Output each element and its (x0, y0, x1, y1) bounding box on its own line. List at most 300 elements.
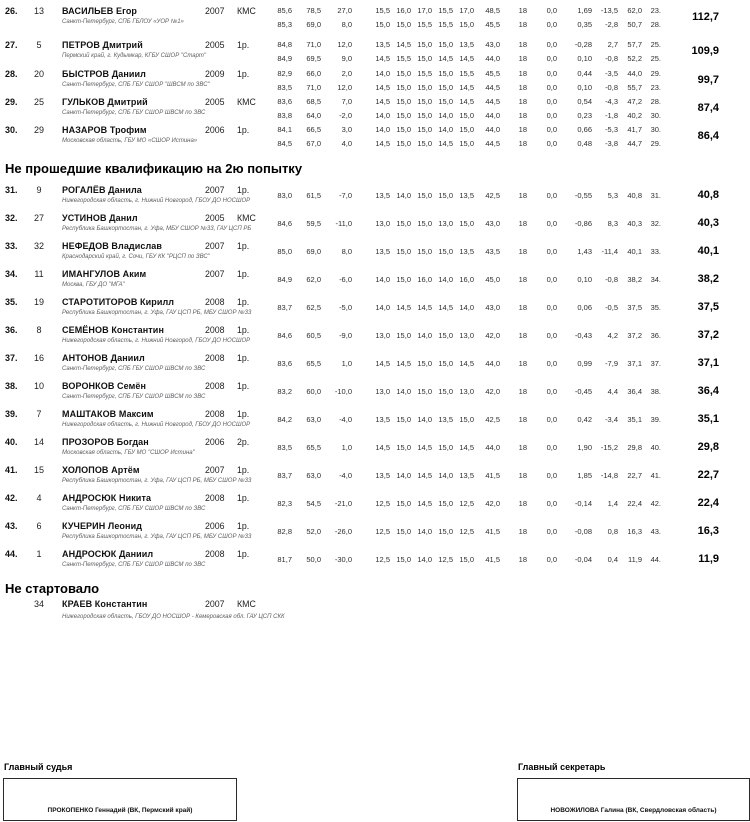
score-cell: 14,5 (459, 443, 474, 452)
score-cell: 85,0 (277, 247, 292, 256)
score-cell: 59,5 (306, 219, 321, 228)
total-score: 86,4 (697, 130, 719, 142)
score-cell: -0,8 (605, 54, 618, 63)
score-cell: 85,3 (277, 20, 292, 29)
score-cell: 12,5 (459, 527, 474, 536)
birth-year: 2007 (205, 241, 225, 251)
bib-cell: 13 (33, 6, 44, 16)
score-cell: 18 (518, 219, 527, 228)
score-cell: 66,5 (306, 125, 321, 134)
score-cell: 15,0 (438, 97, 453, 106)
score-cell: 15,0 (396, 443, 411, 452)
score-cell: -0,5 (605, 303, 618, 312)
score-cell: -0,55 (574, 191, 592, 200)
score-cell: 14,0 (417, 331, 432, 340)
score-cell: 16,3 (627, 527, 642, 536)
score-cell: -0,14 (574, 499, 592, 508)
score-cell: 42. (650, 499, 661, 508)
sport-grade: 1р. (237, 269, 250, 279)
score-cell: 40. (650, 443, 661, 452)
bib-cell: 8 (36, 325, 42, 335)
rank-cell: 36. (5, 325, 18, 335)
athlete-name: ВАСИЛЬЕВ Егор (62, 6, 138, 16)
score-cell: 0,0 (546, 527, 557, 536)
score-cell: 54,5 (306, 499, 321, 508)
club-region: Москва, ГБУ ДО "МГА" (62, 282, 125, 288)
score-cell: 14,0 (438, 471, 453, 480)
bib-cell: 6 (36, 521, 42, 531)
total-score: 38,2 (697, 273, 719, 285)
sport-grade: КМС (237, 6, 256, 16)
score-cell: 15,0 (417, 54, 432, 63)
sport-grade: 1р. (237, 465, 250, 475)
score-cell: 15,0 (396, 139, 411, 148)
score-cell: 37,5 (627, 303, 642, 312)
score-cell: -11,4 (601, 247, 618, 256)
score-cell: 50,7 (627, 20, 642, 29)
score-cell: 14,0 (438, 111, 453, 120)
score-cell: 8,0 (341, 20, 352, 29)
score-cell: 14,5 (396, 359, 411, 368)
score-cell: 0,99 (577, 359, 592, 368)
club-region: Санкт-Петербург, СПБ ГБУ СШОР ШВСМ по ЗВС (62, 506, 206, 512)
sport-grade: КМС (237, 213, 256, 223)
score-cell: 18 (518, 111, 527, 120)
score-cell: 0,0 (546, 69, 557, 78)
score-cell: 83,7 (277, 471, 292, 480)
score-cell: 0,10 (577, 54, 592, 63)
score-cell: -0,8 (605, 83, 618, 92)
score-cell: 12,5 (375, 527, 390, 536)
score-cell: 41,5 (485, 527, 500, 536)
score-cell: 0,0 (546, 471, 557, 480)
score-cell: 12,0 (337, 83, 352, 92)
score-cell: 37,1 (627, 359, 642, 368)
rank-cell: 37. (5, 353, 18, 363)
score-cell: 42,5 (485, 415, 500, 424)
birth-year: 2008 (205, 381, 225, 391)
sport-grade: 1р. (237, 297, 250, 307)
score-cell: 39. (650, 415, 661, 424)
club-region: Республика Башкортостан, г. Уфа, ГАУ ЦСП РБ, МБУ СШОР №33 (62, 534, 252, 540)
total-score: 36,4 (697, 385, 719, 397)
score-cell: 63,0 (306, 415, 321, 424)
score-cell: 18 (518, 387, 527, 396)
score-cell: 14,5 (417, 499, 432, 508)
score-cell: 18 (518, 303, 527, 312)
score-cell: 15,0 (396, 415, 411, 424)
score-cell: 27,0 (337, 6, 352, 15)
score-cell: 68,5 (306, 97, 321, 106)
club-region: Республика Башкортостан, г. Уфа, МБУ СШОР №33, ГАУ ЦСП РБ (62, 226, 252, 232)
sport-grade: 1р. (237, 241, 250, 251)
score-cell: 15,0 (417, 139, 432, 148)
score-cell: 83,7 (277, 303, 292, 312)
athlete-name: РОГАЛЁВ Данила (62, 185, 142, 195)
score-cell: 15,0 (459, 555, 474, 564)
score-cell: -3,5 (605, 69, 618, 78)
bib-cell: 19 (33, 297, 44, 307)
score-cell: 13,5 (459, 40, 474, 49)
score-cell: -4,0 (339, 471, 352, 480)
score-cell: 0,10 (577, 83, 592, 92)
score-cell: 13,5 (375, 40, 390, 49)
sport-grade: 1р. (237, 549, 250, 559)
score-cell: 15,0 (438, 69, 453, 78)
score-cell: 18 (518, 247, 527, 256)
score-cell: 14,5 (375, 443, 390, 452)
total-score: 112,7 (692, 11, 719, 23)
score-cell: -0,45 (574, 387, 592, 396)
bib-cell: 9 (36, 185, 42, 195)
score-cell: 13,0 (438, 219, 453, 228)
score-cell: 18 (518, 331, 527, 340)
bib-cell: 27 (33, 213, 44, 223)
total-score: 99,7 (697, 74, 719, 86)
score-cell: 0,0 (546, 499, 557, 508)
rank-cell: 30. (5, 125, 18, 135)
athlete-name: БЫСТРОВ Даниил (62, 69, 146, 79)
athlete-name: КРАЕВ Константин (62, 599, 148, 609)
bib-cell: 4 (36, 493, 42, 503)
total-score: 22,7 (697, 469, 719, 481)
bib-cell: 10 (33, 381, 44, 391)
bib-cell: 20 (33, 69, 44, 79)
score-cell: 15,0 (396, 219, 411, 228)
score-cell: 50,0 (306, 555, 321, 564)
birth-year: 2007 (205, 465, 225, 475)
bib-cell: 14 (33, 437, 44, 447)
score-cell: 15,0 (459, 111, 474, 120)
score-cell: 42,5 (485, 191, 500, 200)
score-cell: 15,0 (396, 555, 411, 564)
score-cell: 13,0 (375, 331, 390, 340)
score-cell: 0,0 (546, 359, 557, 368)
score-cell: -3,4 (605, 415, 618, 424)
score-cell: 15,0 (396, 247, 411, 256)
score-cell: 67,0 (306, 139, 321, 148)
score-cell: 43. (650, 527, 661, 536)
score-cell: 18 (518, 191, 527, 200)
score-cell: 18 (518, 40, 527, 49)
score-cell: -0,08 (574, 527, 592, 536)
score-cell: 16,0 (396, 6, 411, 15)
sport-grade: 1р. (237, 409, 250, 419)
rank-cell: 43. (5, 521, 18, 531)
score-cell: -9,0 (339, 331, 352, 340)
score-cell: 13,0 (459, 387, 474, 396)
rank-cell: 39. (5, 409, 18, 419)
score-cell: 1,4 (607, 499, 618, 508)
score-cell: 44,0 (485, 54, 500, 63)
score-cell: -3,8 (605, 139, 618, 148)
score-cell: 18 (518, 527, 527, 536)
score-cell: 32. (650, 219, 661, 228)
score-cell: 40,2 (627, 111, 642, 120)
rank-cell: 28. (5, 69, 18, 79)
score-cell: 62,5 (306, 303, 321, 312)
score-cell: 35,1 (627, 415, 642, 424)
score-cell: 14,5 (396, 40, 411, 49)
athlete-name: МАШТАКОВ Максим (62, 409, 154, 419)
total-score: 40,1 (697, 245, 719, 257)
score-cell: 83,5 (277, 83, 292, 92)
score-cell: 0,0 (546, 40, 557, 49)
score-cell: 13,5 (459, 191, 474, 200)
score-cell: -10,0 (334, 387, 352, 396)
score-cell: 7,0 (341, 97, 352, 106)
sport-grade: 1р. (237, 69, 250, 79)
score-cell: 14,0 (438, 275, 453, 284)
score-cell: 4,4 (607, 387, 618, 396)
result-row (0, 549, 750, 577)
rank-cell: 34. (5, 269, 18, 279)
sport-grade: 1р. (237, 381, 250, 391)
birth-year: 2006 (205, 125, 225, 135)
score-cell: 71,0 (306, 40, 321, 49)
club-region: Республика Башкортостан, г. Уфа, ГАУ ЦСП РБ, МБУ СШОР №33 (62, 310, 252, 316)
score-cell: 38. (650, 387, 661, 396)
athlete-name: ГУЛЬКОВ Дмитрий (62, 97, 148, 107)
birth-year: 2005 (205, 97, 225, 107)
score-cell: 23. (650, 83, 661, 92)
score-cell: 13,5 (459, 247, 474, 256)
score-cell: 12,5 (375, 555, 390, 564)
score-cell: 41,7 (627, 125, 642, 134)
score-cell: 15,0 (417, 359, 432, 368)
rank-cell: 33. (5, 241, 18, 251)
score-cell: 40,1 (627, 247, 642, 256)
score-cell: 13,5 (375, 191, 390, 200)
score-cell: 14,5 (417, 303, 432, 312)
score-cell: 8,0 (341, 247, 352, 256)
score-cell: -0,8 (605, 275, 618, 284)
chief-secretary-signature-box (517, 778, 750, 821)
score-cell: 13,5 (375, 415, 390, 424)
result-row (0, 185, 750, 213)
score-cell: 65,5 (306, 359, 321, 368)
score-cell: 15,5 (417, 20, 432, 29)
result-row (0, 353, 750, 381)
score-cell: 15,0 (438, 331, 453, 340)
score-cell: 45,5 (485, 20, 500, 29)
section-title-not-qualified: Не прошедшие квалификацию на 2ю попытку (5, 161, 303, 176)
score-cell: 1,0 (341, 443, 352, 452)
score-cell: 13,0 (375, 219, 390, 228)
score-cell: 14,0 (396, 387, 411, 396)
score-cell: 14,5 (375, 139, 390, 148)
athlete-name: ИМАНГУЛОВ Аким (62, 269, 147, 279)
score-cell: 12,5 (459, 499, 474, 508)
score-cell: 18 (518, 20, 527, 29)
score-cell: 15,0 (417, 125, 432, 134)
score-cell: 14,0 (375, 125, 390, 134)
score-cell: -7,9 (605, 359, 618, 368)
score-cell: 14,0 (459, 303, 474, 312)
athlete-name: ПРОЗОРОВ Богдан (62, 437, 149, 447)
score-cell: 18 (518, 471, 527, 480)
score-cell: 18 (518, 443, 527, 452)
score-cell: 15,0 (438, 359, 453, 368)
score-cell: 13,0 (459, 331, 474, 340)
score-cell: -0,86 (574, 219, 592, 228)
score-cell: 0,23 (577, 111, 592, 120)
result-row (0, 241, 750, 269)
score-cell: 60,5 (306, 331, 321, 340)
score-cell: 16,0 (459, 275, 474, 284)
score-cell: 0,0 (546, 54, 557, 63)
score-cell: 44,5 (485, 83, 500, 92)
score-cell: 13,5 (375, 247, 390, 256)
score-cell: 78,5 (306, 6, 321, 15)
score-cell: 45,5 (485, 69, 500, 78)
result-row (0, 125, 750, 153)
score-cell: 14,5 (375, 359, 390, 368)
result-row (0, 97, 750, 125)
chief-secretary-label: Главный секретарь (518, 762, 606, 772)
score-cell: 0,10 (577, 275, 592, 284)
score-cell: 15,0 (396, 275, 411, 284)
score-cell: 0,0 (546, 387, 557, 396)
score-cell: 40,3 (627, 219, 642, 228)
birth-year: 2005 (205, 40, 225, 50)
score-cell: 48,5 (485, 6, 500, 15)
score-cell: 33. (650, 247, 661, 256)
total-score: 40,3 (697, 217, 719, 229)
athlete-name: СЕМЁНОВ Константин (62, 325, 164, 335)
score-cell: -0,04 (574, 555, 592, 564)
score-cell: 28. (650, 20, 661, 29)
score-cell: 84,2 (277, 415, 292, 424)
club-region: Нижегородская область, г. Нижний Новгород, ГБОУ ДО НОСШОР (62, 338, 251, 344)
score-cell: 84,6 (277, 331, 292, 340)
score-cell: 29,8 (627, 443, 642, 452)
score-cell: -0,28 (574, 40, 592, 49)
score-cell: 5,3 (607, 191, 618, 200)
score-cell: 16,0 (417, 275, 432, 284)
score-cell: 15,0 (459, 139, 474, 148)
score-cell: 43,0 (485, 303, 500, 312)
score-cell: 14,0 (417, 555, 432, 564)
score-cell: 14,0 (396, 471, 411, 480)
total-score: 37,2 (697, 329, 719, 341)
club-region: Краснодарский край, г. Сочи, ГБУ КК "РЦСП по ЗВС" (62, 254, 210, 260)
score-cell: 15,0 (417, 40, 432, 49)
score-cell: 83,6 (277, 359, 292, 368)
score-cell: 41. (650, 471, 661, 480)
result-row (0, 465, 750, 493)
score-cell: 17,0 (417, 6, 432, 15)
score-cell: 65,5 (306, 443, 321, 452)
score-cell: 38,2 (627, 275, 642, 284)
result-row (0, 409, 750, 437)
athlete-name: АНТОНОВ Даниил (62, 353, 145, 363)
score-cell: 0,0 (546, 247, 557, 256)
bib-cell: 16 (33, 353, 44, 363)
rank-cell: 38. (5, 381, 18, 391)
score-cell: 15,0 (417, 219, 432, 228)
score-cell: 15,0 (396, 83, 411, 92)
score-cell: 15,0 (459, 125, 474, 134)
score-cell: 45,0 (485, 275, 500, 284)
score-cell: 84,6 (277, 219, 292, 228)
result-row (0, 493, 750, 521)
score-cell: 14,5 (375, 97, 390, 106)
score-cell: 84,9 (277, 275, 292, 284)
score-cell: 15,0 (417, 191, 432, 200)
rank-cell: 32. (5, 213, 18, 223)
score-cell: 83,6 (277, 97, 292, 106)
total-score: 87,4 (697, 102, 719, 114)
total-score: 109,9 (691, 45, 719, 57)
birth-year: 2009 (205, 69, 225, 79)
score-cell: 29. (650, 69, 661, 78)
result-row (0, 40, 750, 68)
score-cell: 47,2 (627, 97, 642, 106)
score-cell: 62,0 (627, 6, 642, 15)
score-cell: -4,3 (605, 97, 618, 106)
chief-judge-name: ПРОКОПЕНКО Геннадий (ВК, Пермский край) (47, 807, 193, 814)
score-cell: 15,0 (438, 191, 453, 200)
sport-grade: 1р. (237, 493, 250, 503)
score-cell: 13,5 (438, 415, 453, 424)
score-cell: 0,0 (546, 111, 557, 120)
score-cell: 0,35 (577, 20, 592, 29)
score-cell: 85,6 (277, 6, 292, 15)
score-cell: 18 (518, 125, 527, 134)
score-cell: 62,0 (306, 275, 321, 284)
bib-cell: 25 (33, 97, 44, 107)
score-cell: 0,0 (546, 97, 557, 106)
score-cell: 15,0 (396, 69, 411, 78)
score-cell: 60,0 (306, 387, 321, 396)
total-score: 16,3 (697, 525, 719, 537)
score-cell: 3,0 (341, 125, 352, 134)
score-cell: 0,66 (577, 125, 592, 134)
score-cell: 12,0 (337, 40, 352, 49)
score-cell: 83,5 (277, 443, 292, 452)
score-cell: 66,0 (306, 69, 321, 78)
score-cell: 14,0 (375, 303, 390, 312)
birth-year: 2008 (205, 297, 225, 307)
sport-grade: 2р. (237, 437, 250, 447)
score-cell: -14,8 (600, 471, 618, 480)
score-cell: 9,0 (341, 54, 352, 63)
score-cell: 18 (518, 359, 527, 368)
score-cell: 15,0 (459, 219, 474, 228)
score-cell: 15,5 (375, 6, 390, 15)
score-cell: 42,0 (485, 499, 500, 508)
athlete-name: АНДРОСЮК Даниил (62, 549, 154, 559)
score-cell: 0,8 (607, 527, 618, 536)
result-row (0, 213, 750, 241)
score-cell: 18 (518, 69, 527, 78)
rank-cell: 44. (5, 549, 18, 559)
score-cell: 0,06 (577, 303, 592, 312)
score-cell: 84,5 (277, 139, 292, 148)
score-cell: 44,0 (485, 443, 500, 452)
score-cell: 0,0 (546, 303, 557, 312)
club-region: Нижегородская область, г. Нижний Новгород, ГБОУ ДО НОСШОР (62, 198, 251, 204)
score-cell: 44,0 (485, 359, 500, 368)
score-cell: -7,0 (339, 191, 352, 200)
score-cell: 14,5 (438, 54, 453, 63)
score-cell: -21,0 (334, 499, 352, 508)
score-cell: 0,0 (546, 331, 557, 340)
score-cell: 25. (650, 40, 661, 49)
score-cell: 1,85 (577, 471, 592, 480)
birth-year: 2008 (205, 493, 225, 503)
